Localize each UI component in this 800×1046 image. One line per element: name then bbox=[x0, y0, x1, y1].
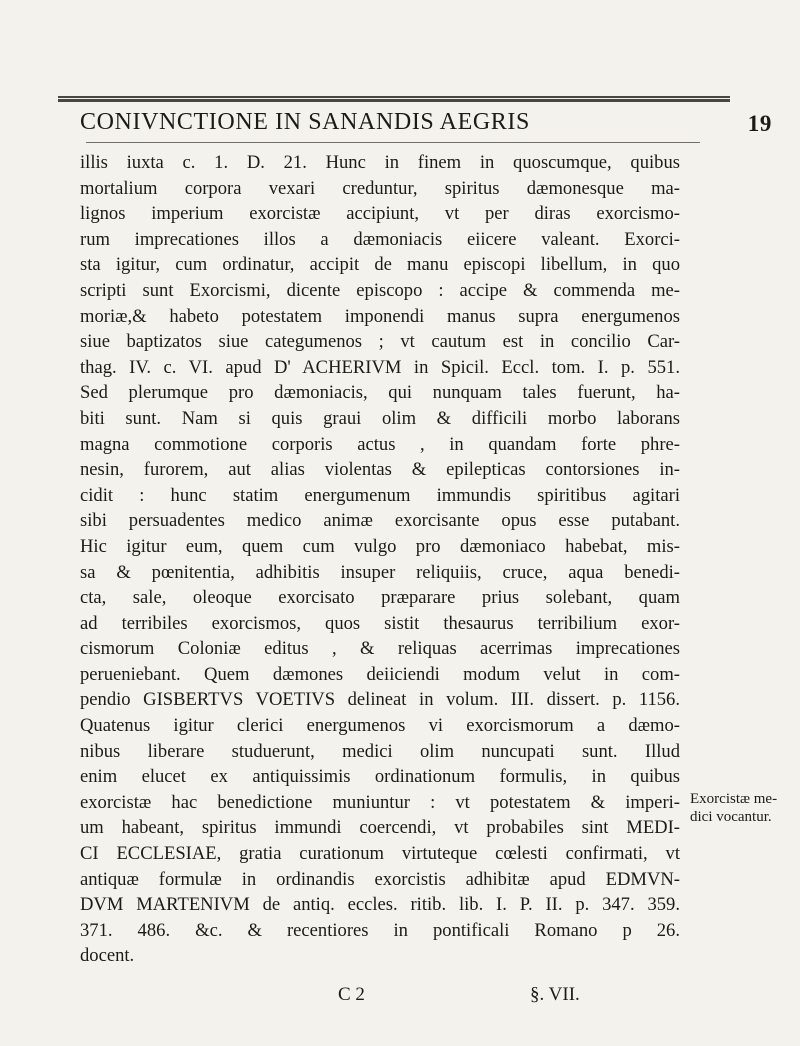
text-line: magna commotione corporis actus , in quandam forte phre- bbox=[80, 433, 680, 455]
text-line: exorcistæ hac benedictione muniuntur : vt potestatem & imperi- bbox=[80, 791, 680, 813]
text-line: siue baptizatos siue categumenos ; vt cautum est in concilio Car- bbox=[80, 331, 680, 353]
text-line: thag. IV. c. VI. apud D' ACHERIVM in Spicil. Eccl. tom. I. p. 551. bbox=[80, 356, 680, 378]
text-line: sta igitur, cum ordinatur, accipit de manu episcopi libellum, in quo bbox=[80, 254, 680, 276]
text-line: mortalium corpora vexari creduntur, spiritus dæmonesque ma- bbox=[80, 177, 680, 199]
text-line: 371. 486. &c. & recentiores in pontificali Romano p 26. bbox=[80, 919, 680, 941]
text-line: ad terribiles exorcismos, quos sistit thesaurus terribilium exor- bbox=[80, 612, 680, 634]
text-line: CI ECCLESIAE, gratia curationum virtuteque cœlesti confirmati, vt bbox=[80, 843, 680, 865]
running-header bbox=[80, 105, 772, 139]
text-line: perueniebant. Quem dæmones deiiciendi modum velut in com- bbox=[80, 663, 680, 685]
text-line: cta, sale, oleoque exorcisato præparare prius solebant, quam bbox=[80, 587, 680, 609]
body-text bbox=[80, 150, 680, 969]
page-number: 19 bbox=[747, 111, 772, 136]
text-line: Hic igitur eum, quem cum vulgo pro dæmoniaco habebat, mis- bbox=[80, 535, 680, 557]
text-line: pendio GISBERTVS VOETIVS delineat in volum. III. dissert. p. 1156. bbox=[80, 689, 680, 711]
text-line: sibi persuadentes medico animæ exorcisante opus esse putabant. bbox=[80, 510, 680, 532]
top-rule bbox=[58, 96, 730, 102]
catchword: §. VII. bbox=[530, 984, 580, 1005]
text-line: nesin, furorem, aut alias violentas & epilepticas contorsiones in- bbox=[80, 459, 680, 481]
running-title: CONIVNCTIONE IN SANANDIS AEGRIS bbox=[80, 109, 530, 135]
text-line: antiquæ formulæ in ordinandis exorcistis adhibitæ apud EDMVN- bbox=[80, 868, 680, 890]
text-line: biti sunt. Nam si quis graui olim & difficili morbo laborans bbox=[80, 407, 680, 429]
text-line: sa & pœnitentia, adhibitis insuper reliquiis, cruce, aqua benedi- bbox=[80, 561, 680, 583]
text-line: enim elucet ex antiquissimis ordinationum formulis, in quibus bbox=[80, 766, 680, 788]
text-line: cidit : hunc statim energumenum immundis spiritibus agitari bbox=[80, 484, 680, 506]
text-line: scripti sunt Exorcismi, dicente episcopo : accipe & commenda me- bbox=[80, 279, 680, 301]
text-line: rum imprecationes illos a dæmoniacis eiicere valeant. Exorci- bbox=[80, 228, 680, 250]
text-line: um habeant, spiritus immundi coercendi, vt probabiles sint MEDI- bbox=[80, 817, 680, 839]
text-line: Quatenus igitur clerici energumenos vi exorcismorum a dæmo- bbox=[80, 715, 680, 737]
text-line: illis iuxta c. 1. D. 21. Hunc in finem in quoscumque, quibus bbox=[80, 152, 680, 173]
signature-mark: C 2 bbox=[338, 984, 365, 1005]
header-rule bbox=[86, 142, 700, 143]
page-footer bbox=[80, 984, 680, 1010]
text-line: DVM MARTENIVM de antiq. eccles. ritib. lib. I. P. II. p. 347. 359. bbox=[80, 894, 680, 916]
text-line: Sed plerumque pro dæmoniacis, qui nunquam tales fuerunt, ha- bbox=[80, 382, 680, 404]
text-line: cismorum Coloniæ editus , & reliquas acerrimas imprecationes bbox=[80, 638, 680, 660]
text-line: lignos imperium exorcistæ accipiunt, vt per diras exorcismo- bbox=[80, 203, 680, 225]
text-line: docent. bbox=[80, 945, 135, 967]
text-line: nibus liberare studuerunt, medici olim nuncupati sunt. Illud bbox=[80, 740, 680, 762]
text-line: moriæ,& habeto potestatem imponendi manus supra energumenos bbox=[80, 305, 680, 327]
margin-note: Exorcistæ me-dici vocantur. bbox=[690, 791, 778, 825]
